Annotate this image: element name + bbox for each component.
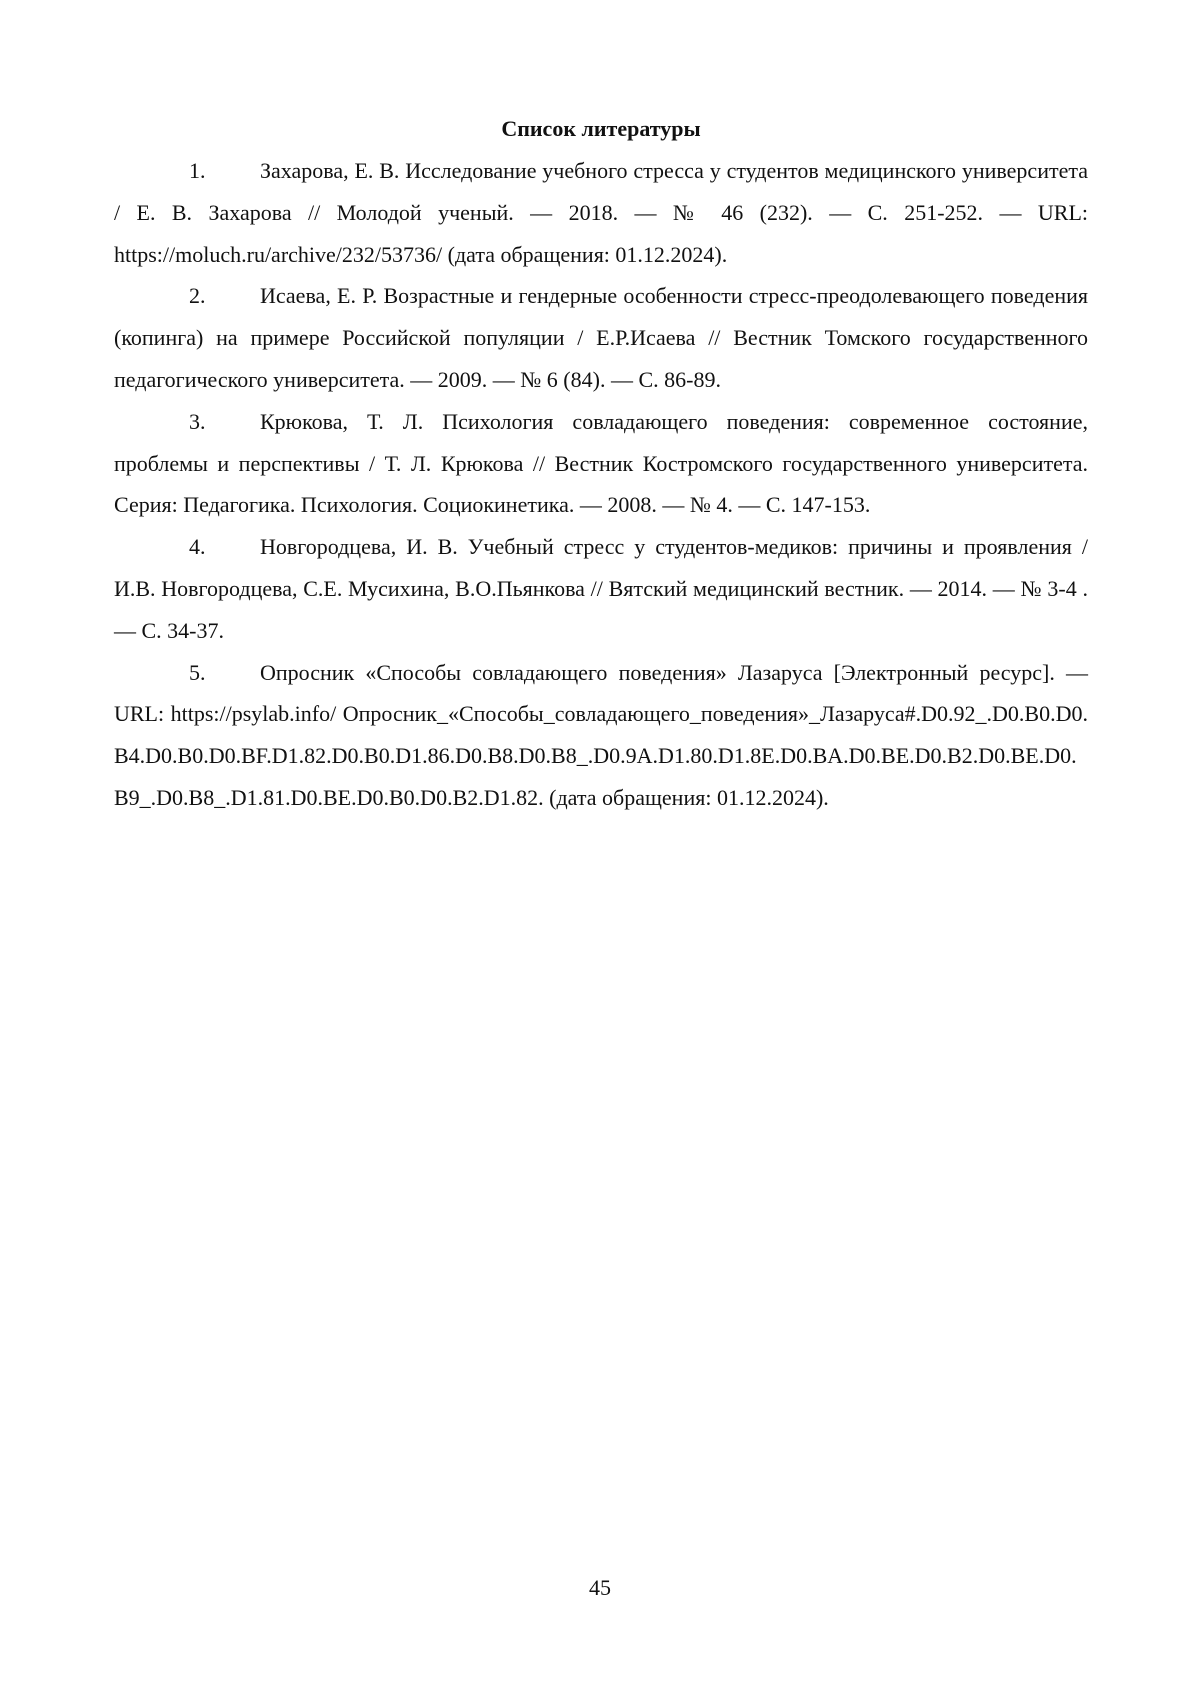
reference-text-suffix: (дата обращения: 01.12.2024). — [544, 785, 829, 810]
reference-text-prefix: Опросник «Способы совладающего поведения» Лазаруса [Электронный ресурс]. — URL: https://psylab.info/ — [114, 660, 1088, 727]
reference-number: 2. — [189, 275, 260, 317]
reference-list — [114, 150, 1088, 819]
reference-item-4 — [114, 526, 1088, 651]
reference-text: Новгородцева, И. В. Учебный стресс у студентов-медиков: причины и проявления / И.В. Новгородцева, С.Е. Мусихина, В.О.Пьянкова // Вятский медицинский вестник. — 2014. — № 3-4 . — С. 34-37. — [114, 534, 1088, 643]
reference-item-2 — [114, 275, 1088, 400]
reference-text: Захарова, Е. В. Исследование учебного стресса у студентов медицинского университета / Е. В. Захарова // Молодой ученый. — 2018. — № 46 (232). — С. 251-252. — URL: https://moluch.ru/archive/232/53736/ (дата обращения: 01.12.2024). — [114, 158, 1088, 267]
reference-item-5 — [114, 652, 1088, 819]
reference-text: Исаева, Е. Р. Возрастные и гендерные особенности стресс-преодолевающего поведения (копинга) на примере Российской популяции / Е.Р.Исаева // Вестник Томского государственного педагогического университета. — 2009. — № 6 (84). — С. 86-89. — [114, 283, 1088, 392]
page-title: Список литературы — [114, 108, 1088, 150]
reference-number: 4. — [189, 526, 260, 568]
reference-number: 3. — [189, 401, 260, 443]
page-number: 45 — [0, 1573, 1200, 1603]
reference-text: Крюкова, Т. Л. Психология совладающего поведения: современное состояние, проблемы и перспективы / Т. Л. Крюкова // Вестник Костромского государственного университета. Серия: Педагогика. Психология. Социокинетика. — 2008. — № 4. — С. 147-153. — [114, 409, 1088, 518]
page-content — [114, 108, 1088, 819]
reference-url: Опросник_«Способы_совладающего_поведения»_Лазаруса#.D0.92_.D0.B0.D0.B4.D0.B0.D0.BF.D1.82.D0.B0.D1.86.D0.B8.D0.B8_.D0.9A.D1.80.D1.8E.D0.BA.D0.BE.D0.B2.D0.BE.D0.B9_.D0.B8_.D1.81.D0.BE.D0.B0.D0.B2.D1.82. — [114, 701, 1088, 810]
reference-number: 1. — [189, 150, 260, 192]
reference-item-1 — [114, 150, 1088, 275]
reference-number: 5. — [189, 652, 260, 694]
document-page — [0, 0, 1200, 1697]
reference-item-3 — [114, 401, 1088, 526]
